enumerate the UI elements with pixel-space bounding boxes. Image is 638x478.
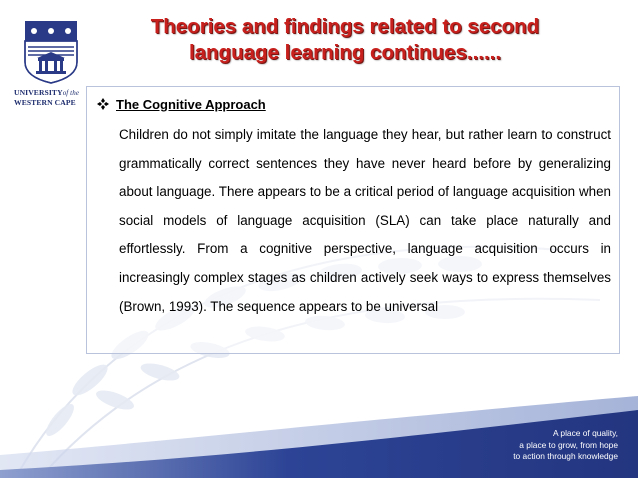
slide-title: Theories and findings related to second language learning continues...... xyxy=(150,15,540,64)
university-motto xyxy=(438,428,618,463)
university-name-line2: WESTERN CAPE xyxy=(14,98,76,107)
motto-line-2: a place to grow, from hope xyxy=(519,439,618,450)
motto-line-1: A place of quality, xyxy=(552,428,618,438)
crest-icon xyxy=(24,20,78,84)
bullet-row xyxy=(97,95,266,113)
content-box xyxy=(86,86,620,354)
diamond-bullet-icon xyxy=(97,98,109,110)
section-heading: The Cognitive Approach xyxy=(116,96,266,112)
section-paragraph: Children do not simply imitate the language they hear, but rather learn to construct grammatically correct sentences they have never heard before by generalizing about language. There appears to be a critical period of language acquisition when social models of language acquisition (SLA) can take place naturally and effortlessly. From a cognitive perspective, language acquisition occurs in increasingly complex stages as children actively seek ways to express themselves (Brown, 1993). The sequence appears to be universal xyxy=(119,127,611,314)
university-name-line1b: of the xyxy=(62,89,80,97)
university-logo xyxy=(14,20,90,110)
motto-line-3: to action through knowledge xyxy=(513,451,618,461)
university-name-line1a: UNIVERSITY xyxy=(14,88,63,97)
university-name xyxy=(14,88,94,108)
